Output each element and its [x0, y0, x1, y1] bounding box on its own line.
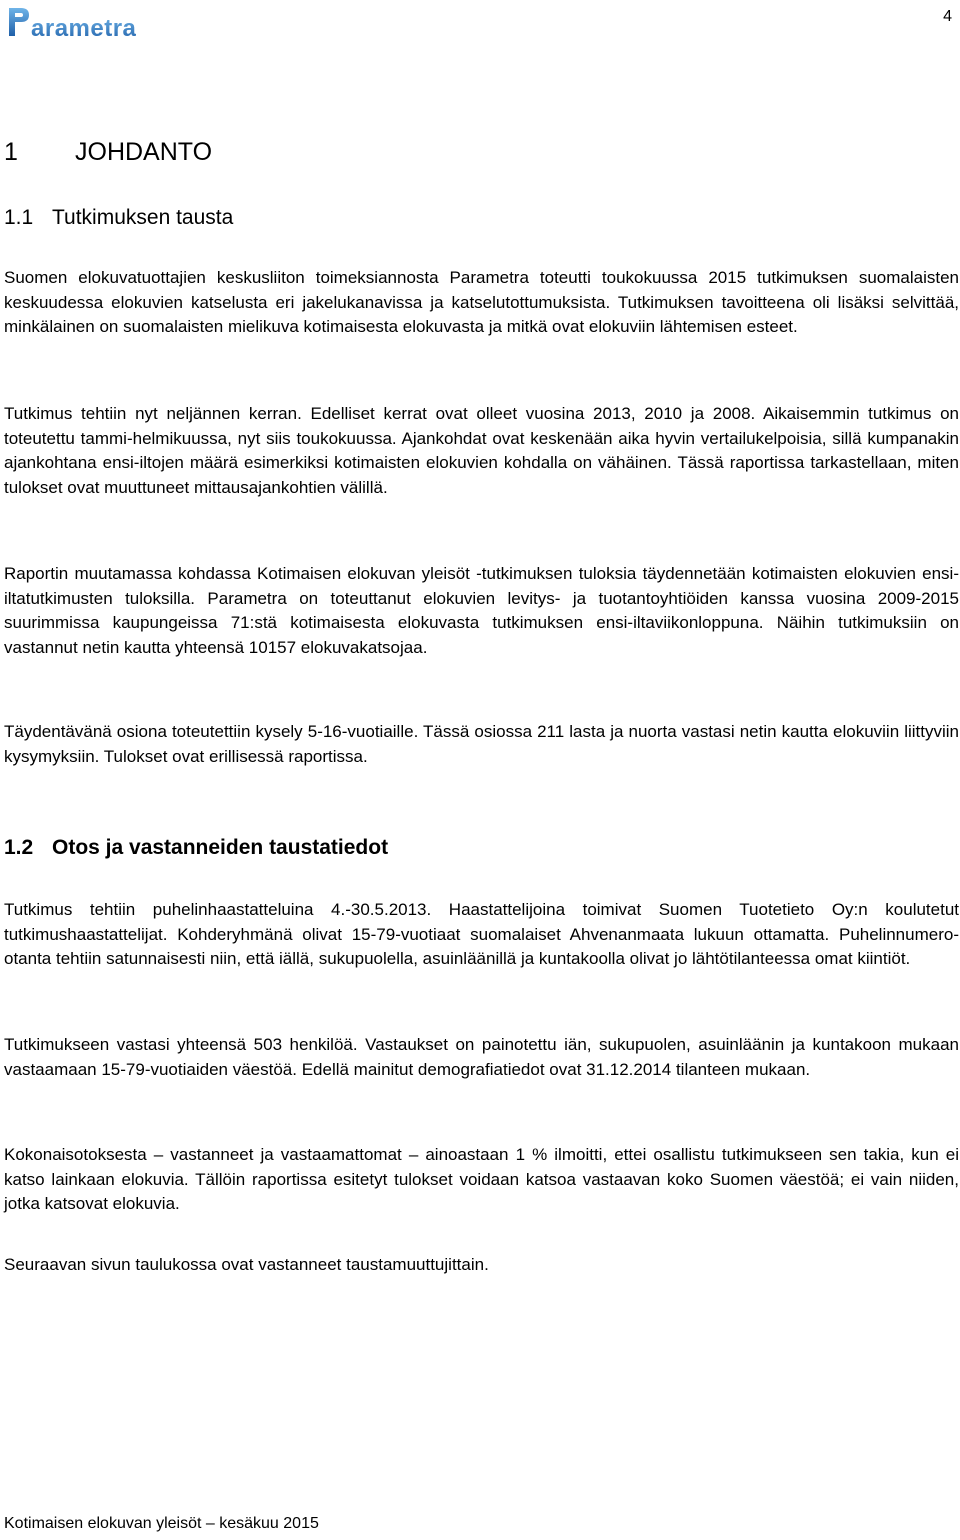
- section-title: JOHDANTO: [75, 138, 213, 166]
- paragraph: Kokonaisotoksesta – vastanneet ja vastaamattomat – ainoastaan 1 % ilmoitti, ettei osallistu tutkimukseen sen takia, kun ei katso lainkaan elokuvia. Tällöin raportissa esitetyt tulokset voidaan katsoa vastaavan koko Suomen väestöä; ei vain niiden, jotka katsovat elokuvia.: [4, 1145, 959, 1213]
- paragraph: Suomen elokuvatuottajien keskusliiton toimeksiannosta Parametra toteutti toukokuussa 2015 tutkimuksen suomalaisten keskuudessa elokuvien katselusta eri jakelukanavissa ja katselutottumuksista. Tutkimuksen tavoitteena oli lisäksi selvittää, minkälainen on suomalaisten mielikuva kotimaisesta elokuvasta ja mitkä ovat elokuviin lähtemisen esteet.: [4, 268, 959, 336]
- paragraph: Tutkimukseen vastasi yhteensä 503 henkilöä. Vastaukset on painotettu iän, sukupuolen, asuinläänin ja kuntakoon mukaan vastaamaan 15-79-vuotiaiden väestöä. Edellä mainitut demografiatiedot ovat 31.12.2014 tilanteen mukaan.: [4, 1035, 959, 1079]
- parametra-logo: [6, 6, 158, 40]
- paragraph: Tutkimus tehtiin nyt neljännen kerran. Edelliset kerrat ovat olleet vuosina 2013, 2010 ja 2008. Aikaisemmin tutkimus on toteutettu tammi-helmikuussa, nyt siis toukokuussa. Ajankohdat ovat keskenään aika hyvin vertailukelpoisia, sillä kumpanakin ajankohtana ensi-iltojen määrä esimerkiksi kotimaisten elokuvien kohdalla on vähäinen. Tässä raportissa tarkastellaan, miten tulokset ovat muuttuneet mittausajankohtien välillä.: [4, 404, 959, 497]
- paragraph: Seuraavan sivun taulukossa ovat vastanneet taustamuuttujittain.: [4, 1255, 489, 1274]
- section-heading-1-2: [4, 836, 388, 860]
- page-number: 4: [943, 8, 952, 25]
- section-number: 1.1: [4, 206, 34, 229]
- section-number: 1.2: [4, 836, 34, 859]
- section-heading-1-1: [4, 206, 233, 230]
- section-title: Tutkimuksen tausta: [52, 206, 234, 229]
- section-heading-1: [4, 138, 212, 167]
- section-number: 1: [4, 138, 18, 166]
- paragraph: Tutkimus tehtiin puhelinhaastatteluina 4.-30.5.2013. Haastattelijoina toimivat Suomen Tuotetieto Oy:n koulutetut tutkimushaastattelijat. Kohderyhmänä olivat 15-79-vuotiaat suomalaiset Ahvenanmaata lukuun ottamatta. Puhelinnumero-otanta tehtiin satunnaisesti niin, että iällä, sukupuolella, asuinläänillä ja kuntakoolla olivat jo lähtötilanteessa omat kiintiöt.: [4, 900, 959, 968]
- svg-text:arametra: arametra: [31, 15, 137, 40]
- page-footer: Kotimaisen elokuvan yleisöt – kesäkuu 2015: [4, 1515, 319, 1532]
- section-title: Otos ja vastanneiden taustatiedot: [52, 836, 389, 859]
- paragraph: Raportin muutamassa kohdassa Kotimaisen elokuvan yleisöt -tutkimuksen tuloksia täydennetään kotimaisten elokuvien ensi-iltatutkimusten tuloksilla. Parametra on toteuttanut elokuvien levitys- ja tuotantoyhtiöiden kanssa vuosina 2009-2015 suurimmissa kaupungeissa 71:stä kotimaisesta elokuvasta tutkimuksen ensi-iltaviikonloppuna. Näihin tutkimuksiin on vastannut netin kautta yhteensä 10157 elokuvakatsojaa.: [4, 564, 959, 657]
- paragraph: Täydentävänä osiona toteutettiin kysely 5-16-vuotiaille. Tässä osiossa 211 lasta ja nuorta vastasi netin kautta elokuviin liittyviin kysymyksiin. Tulokset ovat erillisessä raportissa.: [4, 722, 959, 766]
